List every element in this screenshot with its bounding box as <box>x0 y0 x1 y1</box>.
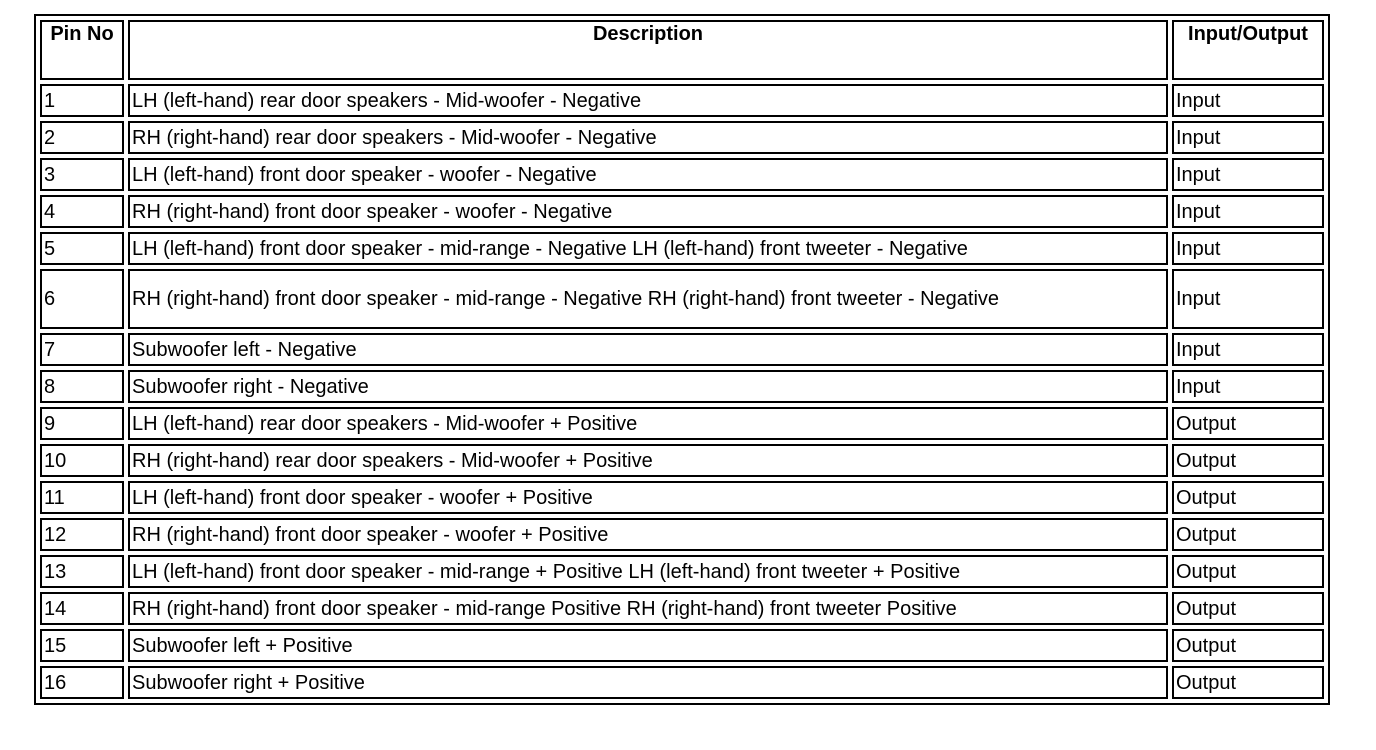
io-cell: Output <box>1172 555 1324 588</box>
description-cell: RH (right-hand) front door speaker - woofer + Positive <box>128 518 1168 551</box>
table-row <box>40 481 1324 514</box>
table-row <box>40 269 1324 329</box>
pin-cell: 9 <box>40 407 124 440</box>
io-cell: Output <box>1172 518 1324 551</box>
table-row <box>40 158 1324 191</box>
header-description: Description <box>128 20 1168 80</box>
description-cell: Subwoofer left + Positive <box>128 629 1168 662</box>
io-cell: Input <box>1172 195 1324 228</box>
io-cell: Output <box>1172 481 1324 514</box>
description-cell: Subwoofer right + Positive <box>128 666 1168 699</box>
header-input-output: Input/Output <box>1172 20 1324 80</box>
pin-cell: 6 <box>40 269 124 329</box>
table-row <box>40 407 1324 440</box>
description-cell: RH (right-hand) rear door speakers - Mid-woofer - Negative <box>128 121 1168 154</box>
io-cell: Input <box>1172 158 1324 191</box>
pin-cell: 16 <box>40 666 124 699</box>
description-cell: LH (left-hand) front door speaker - mid-range - Negative LH (left-hand) front tweeter - Negative <box>128 232 1168 265</box>
table-row <box>40 555 1324 588</box>
header-row <box>40 20 1324 80</box>
pin-cell: 15 <box>40 629 124 662</box>
pin-cell: 10 <box>40 444 124 477</box>
table-row <box>40 370 1324 403</box>
io-cell: Input <box>1172 269 1324 329</box>
pin-cell: 13 <box>40 555 124 588</box>
description-cell: RH (right-hand) front door speaker - mid-range Positive RH (right-hand) front tweeter Positive <box>128 592 1168 625</box>
pin-cell: 14 <box>40 592 124 625</box>
pin-cell: 5 <box>40 232 124 265</box>
description-cell: LH (left-hand) rear door speakers - Mid-woofer - Negative <box>128 84 1168 117</box>
description-cell: Subwoofer left - Negative <box>128 333 1168 366</box>
description-cell: Subwoofer right - Negative <box>128 370 1168 403</box>
io-cell: Output <box>1172 592 1324 625</box>
io-cell: Output <box>1172 444 1324 477</box>
pin-cell: 7 <box>40 333 124 366</box>
header-pin-no: Pin No <box>40 20 124 80</box>
description-cell: LH (left-hand) front door speaker - woofer - Negative <box>128 158 1168 191</box>
pin-cell: 11 <box>40 481 124 514</box>
table-row <box>40 121 1324 154</box>
table-row <box>40 518 1324 551</box>
table-row <box>40 444 1324 477</box>
pin-cell: 2 <box>40 121 124 154</box>
io-cell: Input <box>1172 370 1324 403</box>
table-row <box>40 84 1324 117</box>
description-cell: RH (right-hand) front door speaker - mid-range - Negative RH (right-hand) front tweeter - Negative <box>128 269 1168 329</box>
io-cell: Input <box>1172 84 1324 117</box>
table-row <box>40 195 1324 228</box>
table-row <box>40 629 1324 662</box>
pin-cell: 8 <box>40 370 124 403</box>
table-row <box>40 666 1324 699</box>
pin-cell: 1 <box>40 84 124 117</box>
io-cell: Output <box>1172 666 1324 699</box>
description-cell: LH (left-hand) front door speaker - woofer + Positive <box>128 481 1168 514</box>
io-cell: Output <box>1172 407 1324 440</box>
io-cell: Output <box>1172 629 1324 662</box>
io-cell: Input <box>1172 333 1324 366</box>
description-cell: RH (right-hand) rear door speakers - Mid-woofer + Positive <box>128 444 1168 477</box>
pin-cell: 12 <box>40 518 124 551</box>
table-row <box>40 592 1324 625</box>
description-cell: LH (left-hand) front door speaker - mid-range + Positive LH (left-hand) front tweeter + Positive <box>128 555 1168 588</box>
pin-cell: 4 <box>40 195 124 228</box>
io-cell: Input <box>1172 232 1324 265</box>
table-row <box>40 333 1324 366</box>
description-cell: LH (left-hand) rear door speakers - Mid-woofer + Positive <box>128 407 1168 440</box>
pin-table <box>34 14 1330 705</box>
table-row <box>40 232 1324 265</box>
pin-cell: 3 <box>40 158 124 191</box>
io-cell: Input <box>1172 121 1324 154</box>
description-cell: RH (right-hand) front door speaker - woofer - Negative <box>128 195 1168 228</box>
pin-table-container <box>34 14 1329 705</box>
